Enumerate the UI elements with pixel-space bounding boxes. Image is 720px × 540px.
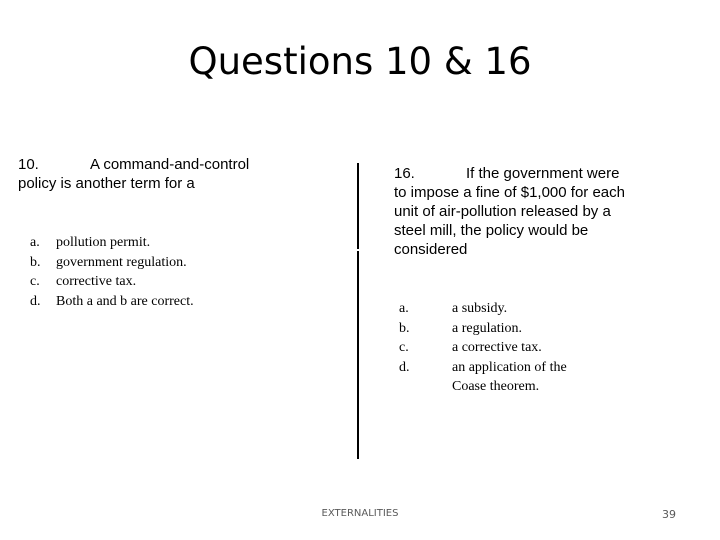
question-10-stem: A command-and-control policy is another term for a [18, 156, 250, 192]
option-letter: b. [30, 254, 41, 270]
question-10-number: 10. [18, 156, 39, 173]
slide-footer: EXTERNALITIES [321, 508, 399, 519]
option-letter: a. [399, 301, 409, 316]
option-item [399, 319, 579, 339]
option-item [30, 233, 194, 253]
option-text: Both a and b are correct. [56, 293, 194, 309]
option-item [399, 338, 579, 358]
question-16-stem: If the government were to impose a fine of $1,000 for each unit of air-pollution released by a steel mill, the policy would be considered [394, 165, 625, 258]
page-number: 39 [662, 508, 676, 521]
option-text: an application of the Coase theorem. [452, 359, 567, 394]
column-divider-bottom [357, 251, 359, 459]
question-10-text [18, 155, 278, 193]
option-letter: b. [399, 320, 410, 336]
option-letter: c. [30, 274, 40, 289]
option-text: a corrective tax. [452, 340, 542, 355]
question-16-number: 16. [394, 165, 415, 182]
option-text: a regulation. [452, 320, 522, 336]
column-divider-top [357, 163, 359, 249]
option-letter: c. [399, 340, 409, 355]
option-text: corrective tax. [56, 274, 137, 289]
option-item [30, 253, 194, 273]
option-item [399, 358, 579, 397]
option-item [30, 292, 194, 312]
option-text: a subsidy. [452, 301, 508, 316]
question-10-options [30, 233, 194, 311]
option-item [30, 272, 194, 292]
option-text: pollution permit. [56, 235, 151, 250]
slide-title: Questions 10 & 16 [188, 40, 532, 83]
question-16-options [399, 299, 579, 397]
option-text: government regulation. [56, 254, 187, 270]
question-16-text [394, 164, 630, 259]
option-letter: a. [30, 235, 40, 250]
option-letter: d. [399, 359, 410, 375]
option-letter: d. [30, 293, 41, 309]
option-item [399, 299, 579, 319]
